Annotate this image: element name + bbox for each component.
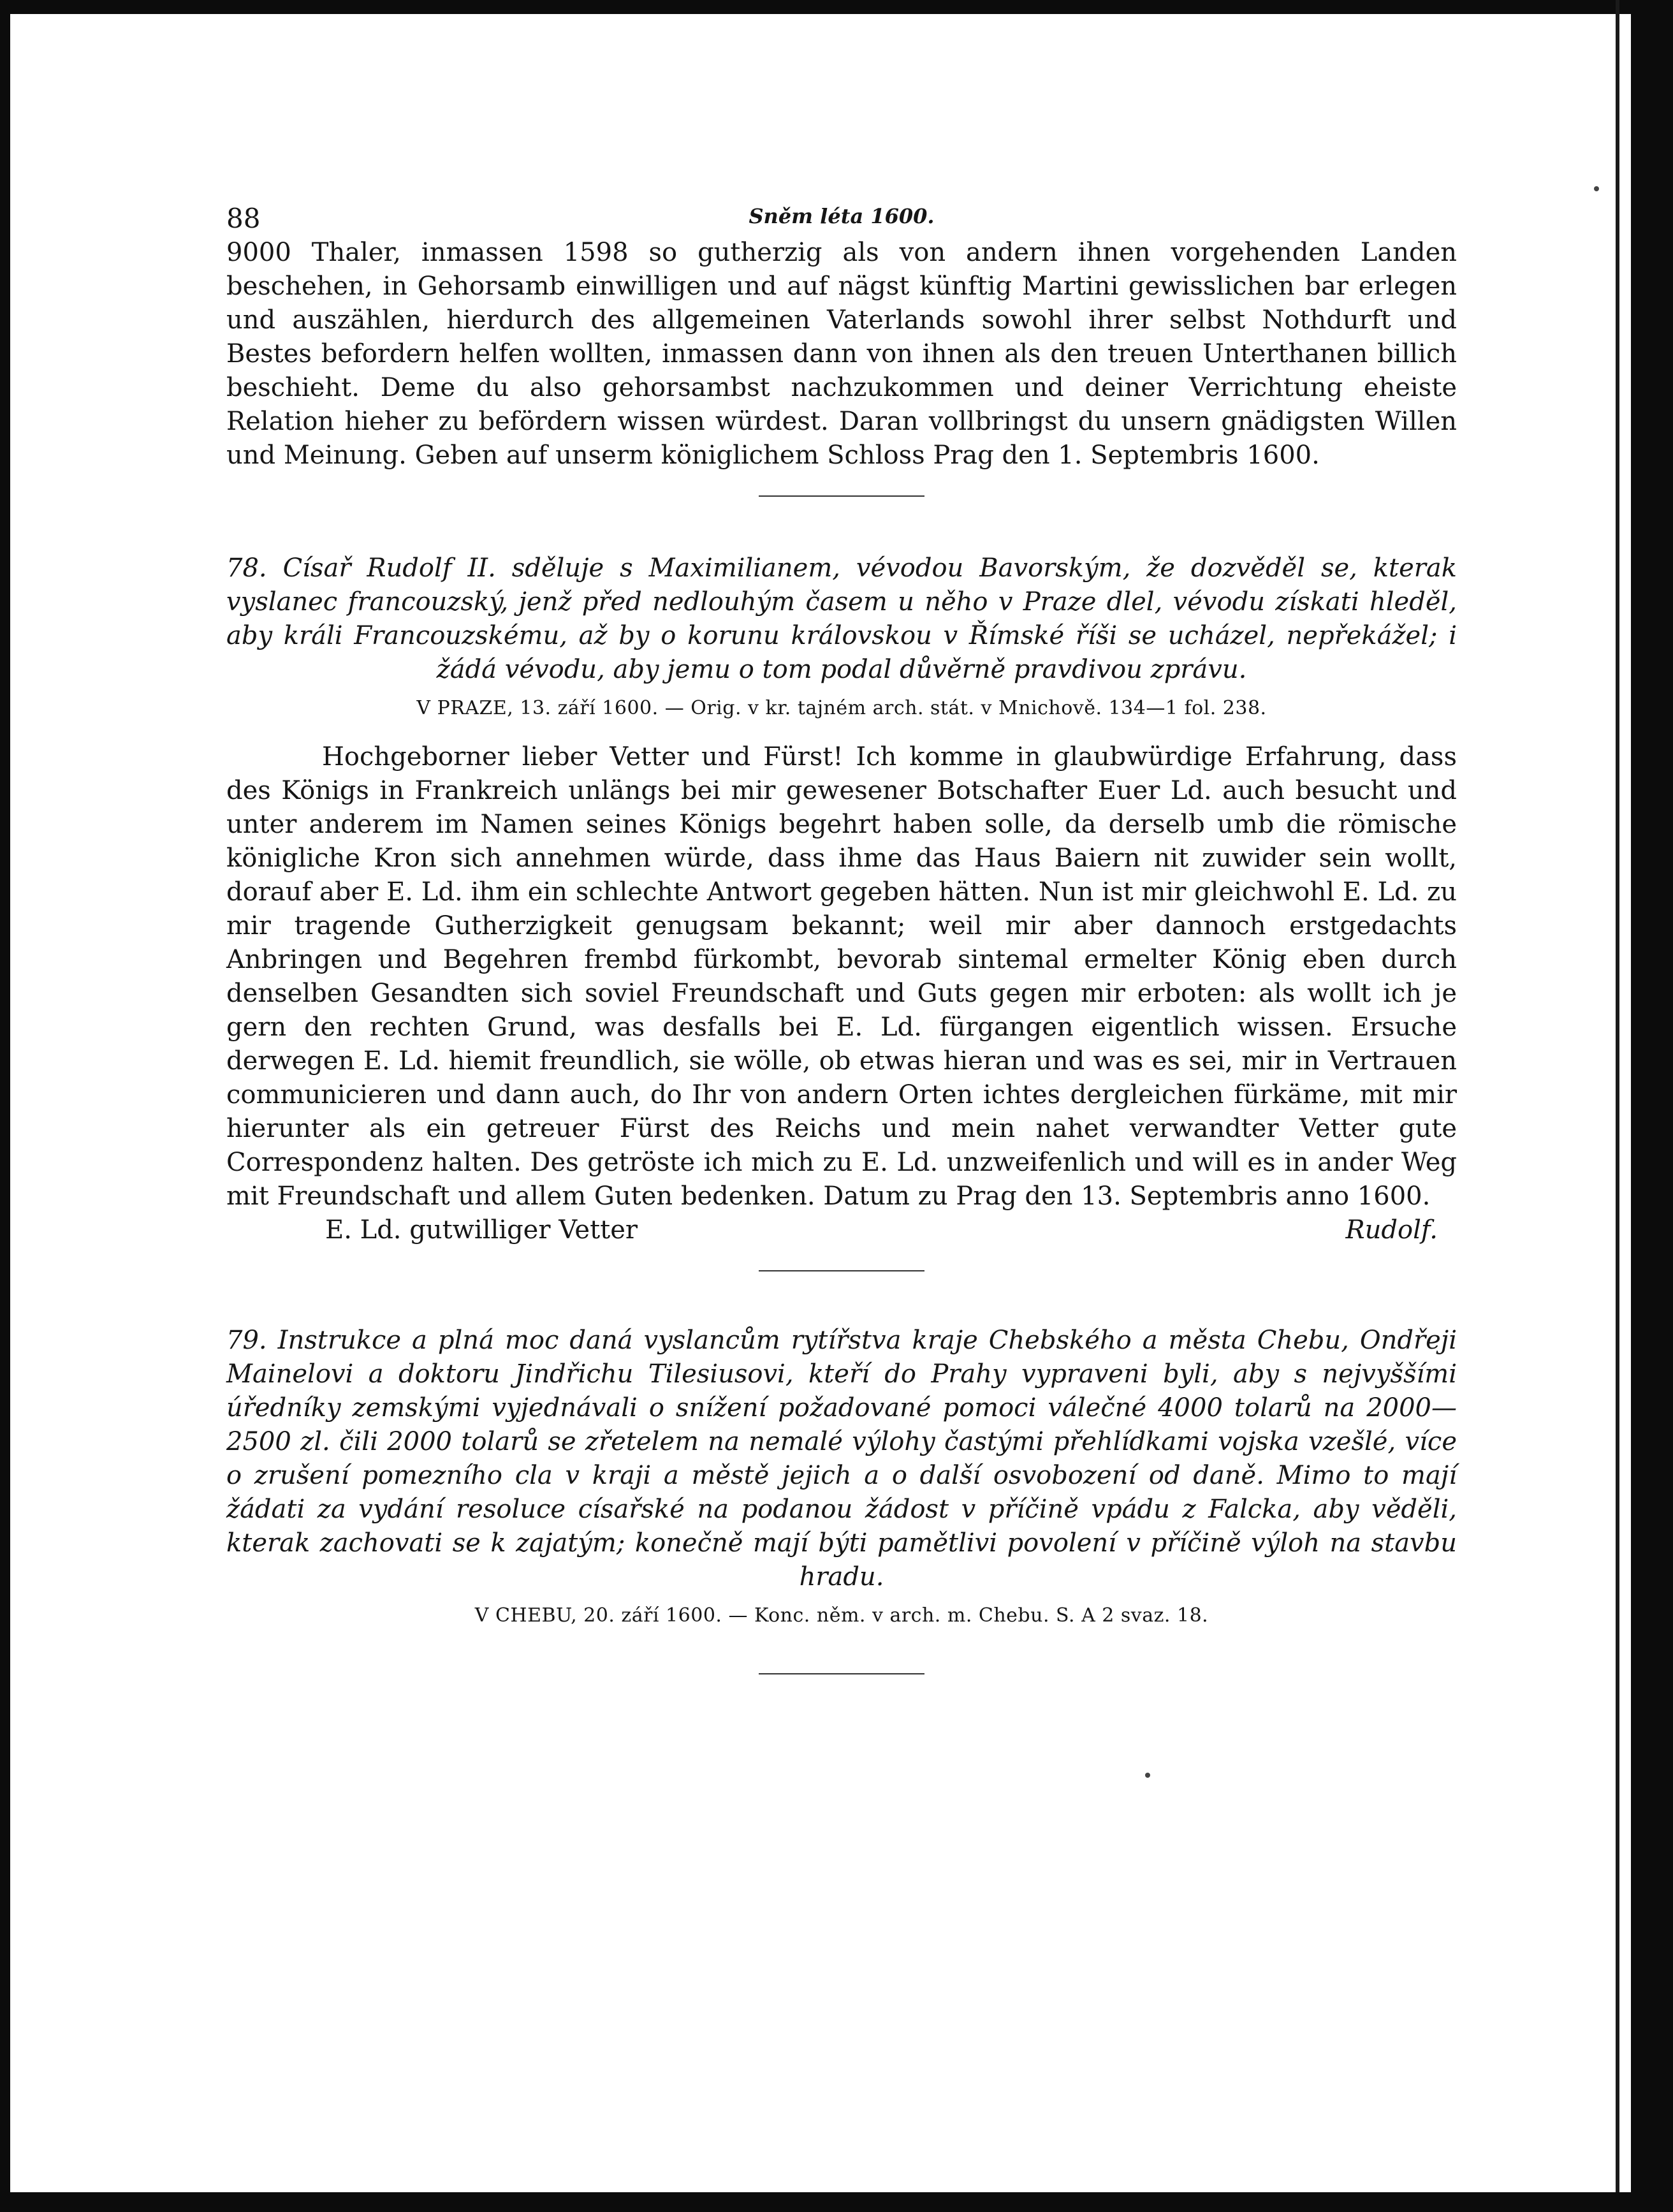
entry-79-regest: [226, 1324, 1457, 1594]
scan-border-left: [0, 0, 10, 2212]
scan-border-right-line: [1616, 0, 1619, 2212]
entry-79-regest-text: Instrukce a plná moc daná vyslancům rytířstva kraje Chebského a města Chebu, Ondřeji Mainelovi a doktoru Jindřichu Tilesiusovi, kteří do Prahy vypraveni byli, aby s nejvyššími úředníky zemskými vyjednávali o snížení požadované pomoci válečné 4000 tolarů na 2000—2500 zl. čili 2000 tolarů se zřetelem na nemalé výlohy častými přehlídkami vojska vzešlé, více o zrušení pomezního cla v kraji a městě jejich a o další osvobození od daně. Mimo to mají žádati za vydání resoluce císařské na podanou žádost v příčině vpádu z Falcka, aby věděli, kterak zachovati se k zajatým; konečně mají býti pamětlivi povolení v příčině výloh na stavbu hradu.: [226, 1326, 1457, 1592]
entry-78-closing: E. Ld. gutwilliger Vetter: [325, 1215, 638, 1245]
entry-78-signature: Rudolf.: [1345, 1215, 1438, 1245]
entry-79-number: 79.: [226, 1326, 267, 1355]
entry-78-regest-text: Císař Rudolf II. sděluje s Maximilianem, vévodou Bavorským, že dozvěděl se, kterak vyslanec francouzský, jenž před nedlouhým časem u něho v Praze dlel, vévodu získati hleděl, aby králi Francouzskému, až by o korunu královskou v Římské říši se ucházel, nepřekážel; i žádá vévodu, aby jemu o tom podal důvěrně pravdivou zprávu.: [226, 553, 1457, 684]
entry-79: [226, 1324, 1457, 1629]
scan-border-right: [1631, 0, 1673, 2212]
entry-78-number: 78.: [226, 553, 267, 583]
running-title: Sněm léta 1600.: [749, 204, 935, 228]
page-content: [226, 191, 1457, 1674]
scan-speck: [1594, 186, 1599, 191]
scan-border-bottom: [0, 2192, 1673, 2212]
entry-78-source: V PRAZE, 13. září 1600. — Orig. v kr. tajném arch. stát. v Mnichově. 134—1 fol. 238.: [416, 697, 1267, 719]
continuation-text: 9000 Thaler, inmassen 1598 so gutherzig als von andern ihnen vorgehenden Landen beschehen, in Gehorsamb einwilligen und auf nägst künftig Martini gewisslichen bar erlegen und auszählen, hierdurch des allgemeinen Vaterlands sowohl ihrer selbst Nothdurft und Bestes befordern helfen wollten, inmassen dann von ihnen als den treuen Unterthanen billich beschieht. Deme du also gehorsambst nachzukommen und deiner Verrichtung eheiste Relation hieher zu befördern wissen würdest. Daran vollbringst du unsern gnädigsten Willen und Meinung. Geben auf unserm königlichem Schloss Prag den 1. Septembris 1600.: [226, 238, 1457, 470]
entry-78-text: Hochgeborner lieber Vetter und Fürst! Ich komme in glaubwürdige Erfahrung, dass des Königs in Frankreich unlängs bei mir gewesener Botschafter Euer Ld. auch besucht und unter anderem im Namen seines Königs begehrt haben solle, da derselb umb die römische königliche Kron sich annehmen würde, dass ihme das Haus Baiern nit zuwider sein wollt, dorauf aber E. Ld. ihm ein schlechte Antwort gegeben hätten. Nun ist mir gleichwohl E. Ld. zu mir tragende Gutherzigkeit genugsam bekannt; weil mir aber dannoch erstgedachts Anbringen und Begehren frembd fürkombt, bevorab sintemal ermelter König eben durch denselben Gesandten sich soviel Freundschaft und Guts gegen mir erboten: als wollt ich je gern den rechten Grund, was desfalls bei E. Ld. fürgangen eigentlich wissen. Ersuche derwegen E. Ld. hiemit freundlich, sie wölle, ob etwas hieran und was es sei, mir in Vertrauen communicieren und dann auch, do Ihr von andern Orten ichtes dergleichen fürkäme, mit mir hierunter als ein getreuer Fürst des Reichs und mein nahet verwandter Vetter gute Correspondenz halten. Des getröste ich mich zu E. Ld. unzweifenlich und will es in ander Weg mit Freundschaft und allem Guten bedenken. Datum zu Prag den 13. Septembris anno 1600.: [226, 742, 1457, 1211]
entry-78-regest: [226, 552, 1457, 687]
section-divider: [759, 1270, 924, 1271]
entry-79-source: V CHEBU, 20. září 1600. — Konc. něm. v arch. m. Chebu. S. A 2 svaz. 18.: [474, 1604, 1209, 1627]
section-divider: [759, 1673, 924, 1674]
section-divider: [759, 495, 924, 497]
page-number: 88: [226, 203, 261, 234]
scan-speck: [1145, 1773, 1150, 1778]
scan-border-top: [0, 0, 1673, 14]
running-head: [226, 191, 1457, 236]
entry-78: [226, 552, 1457, 1247]
entry-78-signature-line: [226, 1213, 1457, 1247]
